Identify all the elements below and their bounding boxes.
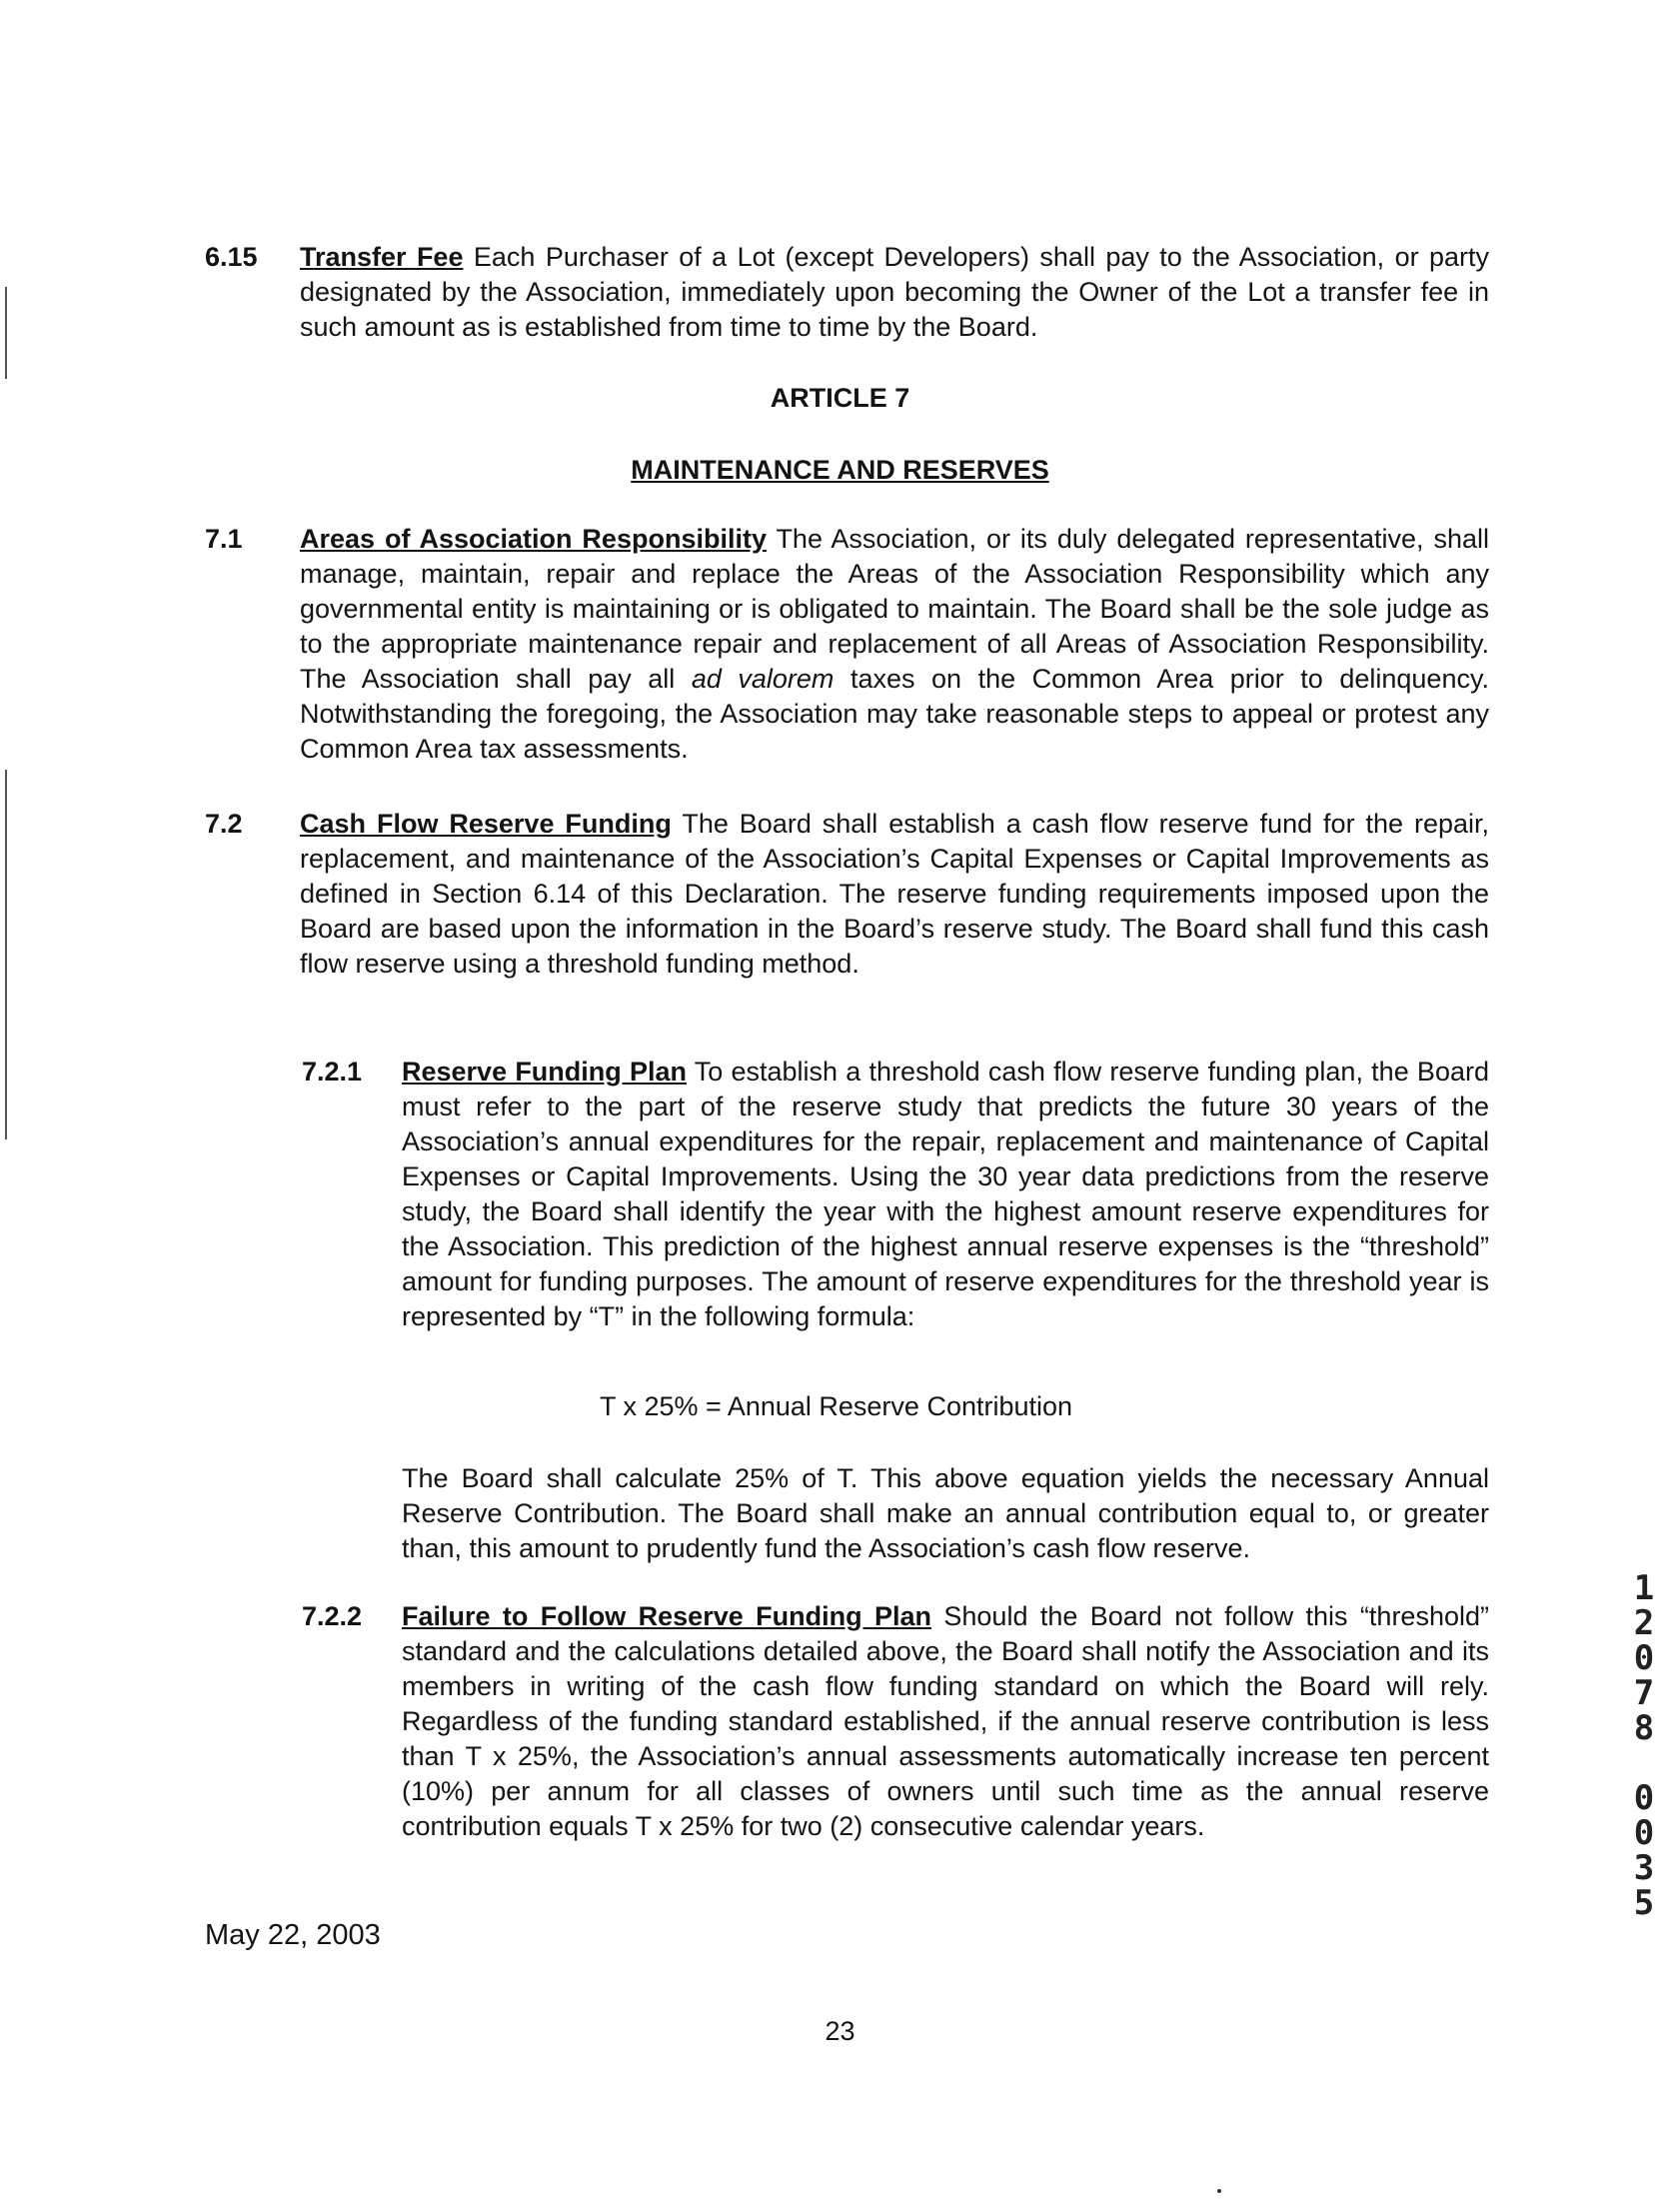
section-number: 6.15 [205,242,258,272]
section-7-2 [300,807,1489,982]
stamp-spacer [1624,1746,1664,1781]
section-body: Each Purchaser of a Lot (except Developers) shall pay to the Association, or party designated by the Association, immediately upon becoming the Owner of the Lot a transfer fee in such amount as is established from time to time by the Board. [300,242,1490,342]
recording-stamp [1624,1568,1664,1923]
footer-date: May 22, 2003 [205,1919,381,1951]
section-7-1 [300,522,1489,767]
article-subtitle [0,455,1680,486]
stamp-digit: 5 [1633,1883,1655,1923]
stamp-digit: 2 [1633,1603,1655,1643]
scan-speck [1217,2189,1221,2193]
formula: T x 25% = Annual Reserve Contribution [600,1391,1073,1421]
section-6-15 [300,240,1489,345]
section-heading: Transfer Fee [300,242,464,272]
section-body: Should the Board not follow this “threshold” standard and the calculations detailed above, the Board shall notify the Association and its members in writing of the cash flow funding standard on which the Board will rely. Regardless of the funding standard established, if the annual reserve contribution is less than T x 25%, the Association’s annual assessments automatically increase ten percent (10%) per annum for all classes of owners until such time as the annual reserve contribution equals T x 25% for two (2) consecutive calendar years. [402,1601,1489,1841]
stamp-digit: 0 [1633,1813,1655,1853]
section-body: The Board shall calculate 25% of T. This above equation yields the necessary Annual Reserve Contribution. The Board shall make an annual contribution equal to, or greater than, this amount to prudently fund the Association’s cash flow reserve. [402,1463,1489,1563]
section-body: taxes on the Common Area prior to delinquency. Notwithstanding the foregoing, the Association may take reasonable steps to appeal or protest any Common Area tax assessments. [300,664,1489,764]
section-number: 7.1 [205,524,243,554]
section-heading: Failure to Follow Reserve Funding Plan [402,1601,931,1631]
article-title: ARTICLE 7 [770,383,910,413]
section-number: 7.2.2 [302,1601,363,1631]
section-number: 7.2.1 [302,1057,363,1087]
section-7-2-2 [402,1599,1489,1844]
stamp-digit: 0 [1633,1778,1655,1818]
article-subtitle-text: MAINTENANCE AND RESERVES [631,455,1049,485]
section-heading: Areas of Association Responsibility [300,524,767,554]
section-heading: Reserve Funding Plan [402,1057,688,1087]
section-body: The Association, or its duly delegated representative, shall manage, maintain, repair and replace the Areas of the Association Responsibility which any governmental entity is maintaining or is obligated to maintain. The Board shall be the sole judge as to the appropriate maintenance repair and replacement of all Areas of Association Responsibility. The Association shall pay all [300,524,1489,694]
revision-bar [5,770,7,1139]
revision-bar [5,287,7,379]
stamp-digit: 8 [1633,1708,1655,1748]
section-heading: Cash Flow Reserve Funding [300,809,672,839]
page-number: 23 [825,2016,855,2046]
section-body-italic: ad valorem [691,664,835,694]
stamp-digit: 3 [1633,1848,1655,1888]
stamp-digit: 0 [1633,1638,1655,1678]
section-7-2-1 [402,1055,1489,1334]
stamp-digit: 7 [1633,1673,1655,1713]
section-body: The Board shall establish a cash flow reserve fund for the repair, replacement, and maintenance of the Association’s Capital Expenses or Capital Improvements as defined in Section 6.14 of this Declaration. The reserve funding requirements imposed upon the Board are based upon the information in the Board’s reserve study. The Board shall fund this cash flow reserve using a threshold funding method. [300,809,1490,979]
stamp-digit: 1 [1633,1568,1655,1608]
section-number: 7.2 [205,809,243,839]
section-body: To establish a threshold cash flow reserve funding plan, the Board must refer to the part of the reserve study that predicts the future 30 years of the Association’s annual expenditures for the repair, replacement and maintenance of Capital Expenses or Capital Improvements. Using the 30 year data predictions from the reserve study, the Board shall identify the year with the highest amount reserve expenditures for the Association. This prediction of the highest annual reserve expenses is the “threshold” amount for funding purposes. The amount of reserve expenditures for the threshold year is represented by “T” in the following formula: [402,1057,1489,1331]
